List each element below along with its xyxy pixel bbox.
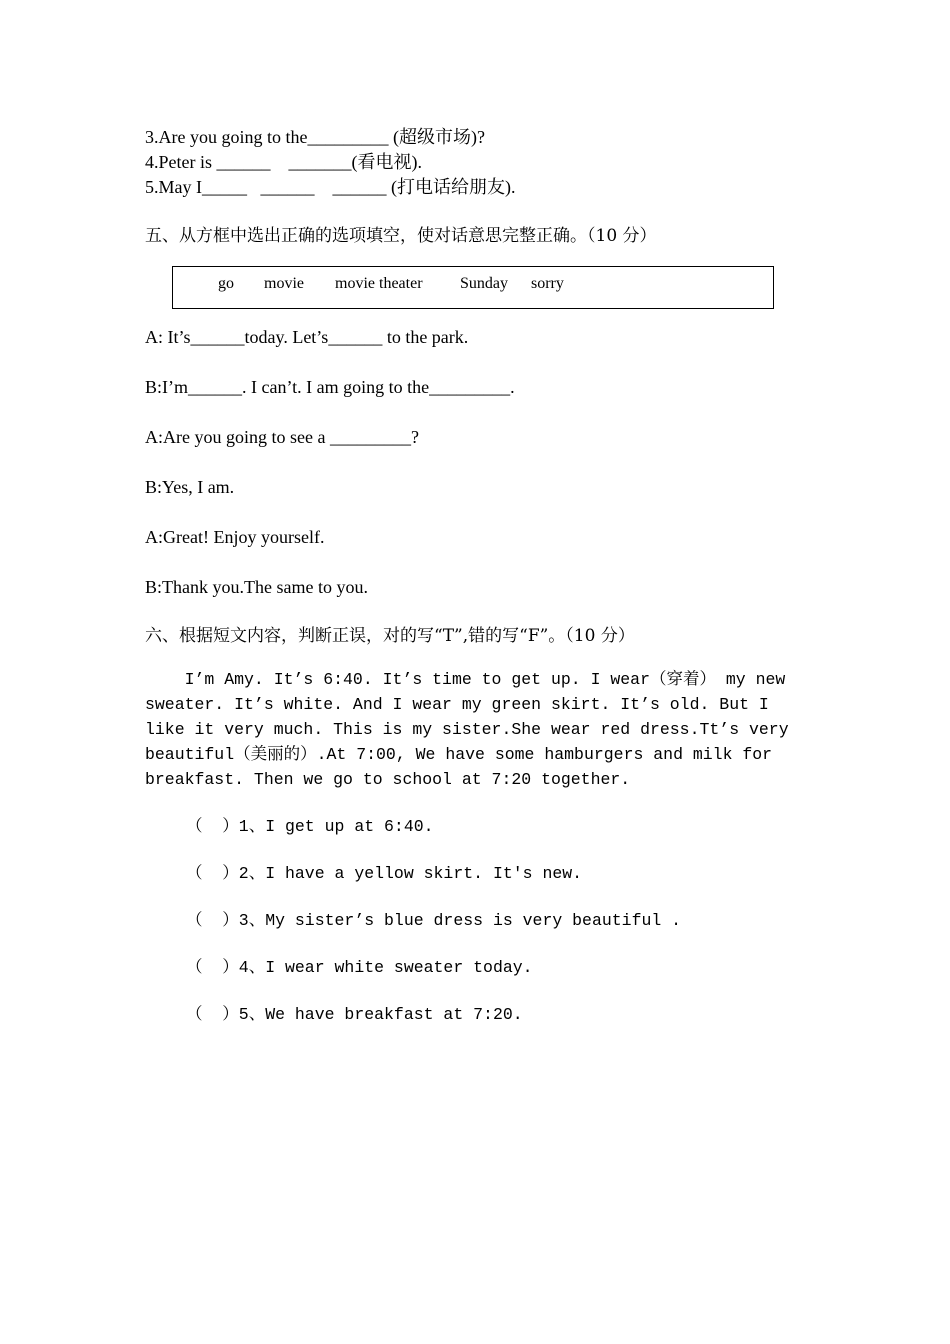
question-3: 3.Are you going to the_________ (超级市场)? [145, 127, 485, 147]
passage-line: I’m Amy. It’s 6:40. It’s time to get up. I wear（穿着） my new [145, 670, 786, 689]
passage-line: breakfast. Then we go to school at 7:20 together. [145, 770, 631, 789]
dialogue-line: B:Yes, I am. [145, 477, 235, 497]
passage-line: sweater. It’s white. And I wear my green skirt. It’s old. But I [145, 695, 769, 714]
statement-3: （ ）3、My sister’s blue dress is very beautiful . [186, 911, 682, 930]
dialogue-line: A:Are you going to see a _________? [145, 427, 419, 447]
section6-heading: 六、根据短文内容，判断正误，对的写“T”,错的写“F”。（10 分） [145, 626, 635, 646]
word-option: movie [264, 275, 304, 292]
word-box [172, 266, 774, 309]
statement-1: （ ）1、I get up at 6:40. [186, 817, 434, 836]
word-option: go [218, 275, 234, 292]
statement-2: （ ）2、I have a yellow skirt. It's new. [186, 864, 583, 883]
question-5: 5.May I_____ ______ ______ (打电话给朋友). [145, 177, 516, 197]
word-option: Sunday [460, 275, 508, 292]
dialogue-line: A:Great! Enjoy yourself. [145, 527, 325, 547]
passage-line: beautiful（美丽的）.At 7:00, We have some hamburgers and milk for [145, 745, 773, 764]
question-4: 4.Peter is ______ _______(看电视). [145, 152, 422, 172]
passage-line: like it very much. This is my sister.She wear red dress.Tt’s very [145, 720, 789, 739]
word-option: sorry [531, 275, 564, 292]
statement-4: （ ）4、I wear white sweater today. [186, 958, 533, 977]
dialogue-line: B:Thank you.The same to you. [145, 577, 368, 597]
statement-5: （ ）5、We have breakfast at 7:20. [186, 1005, 523, 1024]
section5-heading: 五、从方框中选出正确的选项填空，使对话意思完整正确。（10 分） [145, 226, 657, 246]
dialogue-line: B:I’m______. I can’t. I am going to the_________. [145, 377, 515, 397]
word-option: movie theater [335, 275, 423, 292]
dialogue-line: A: It’s______today. Let’s______ to the park. [145, 327, 469, 347]
